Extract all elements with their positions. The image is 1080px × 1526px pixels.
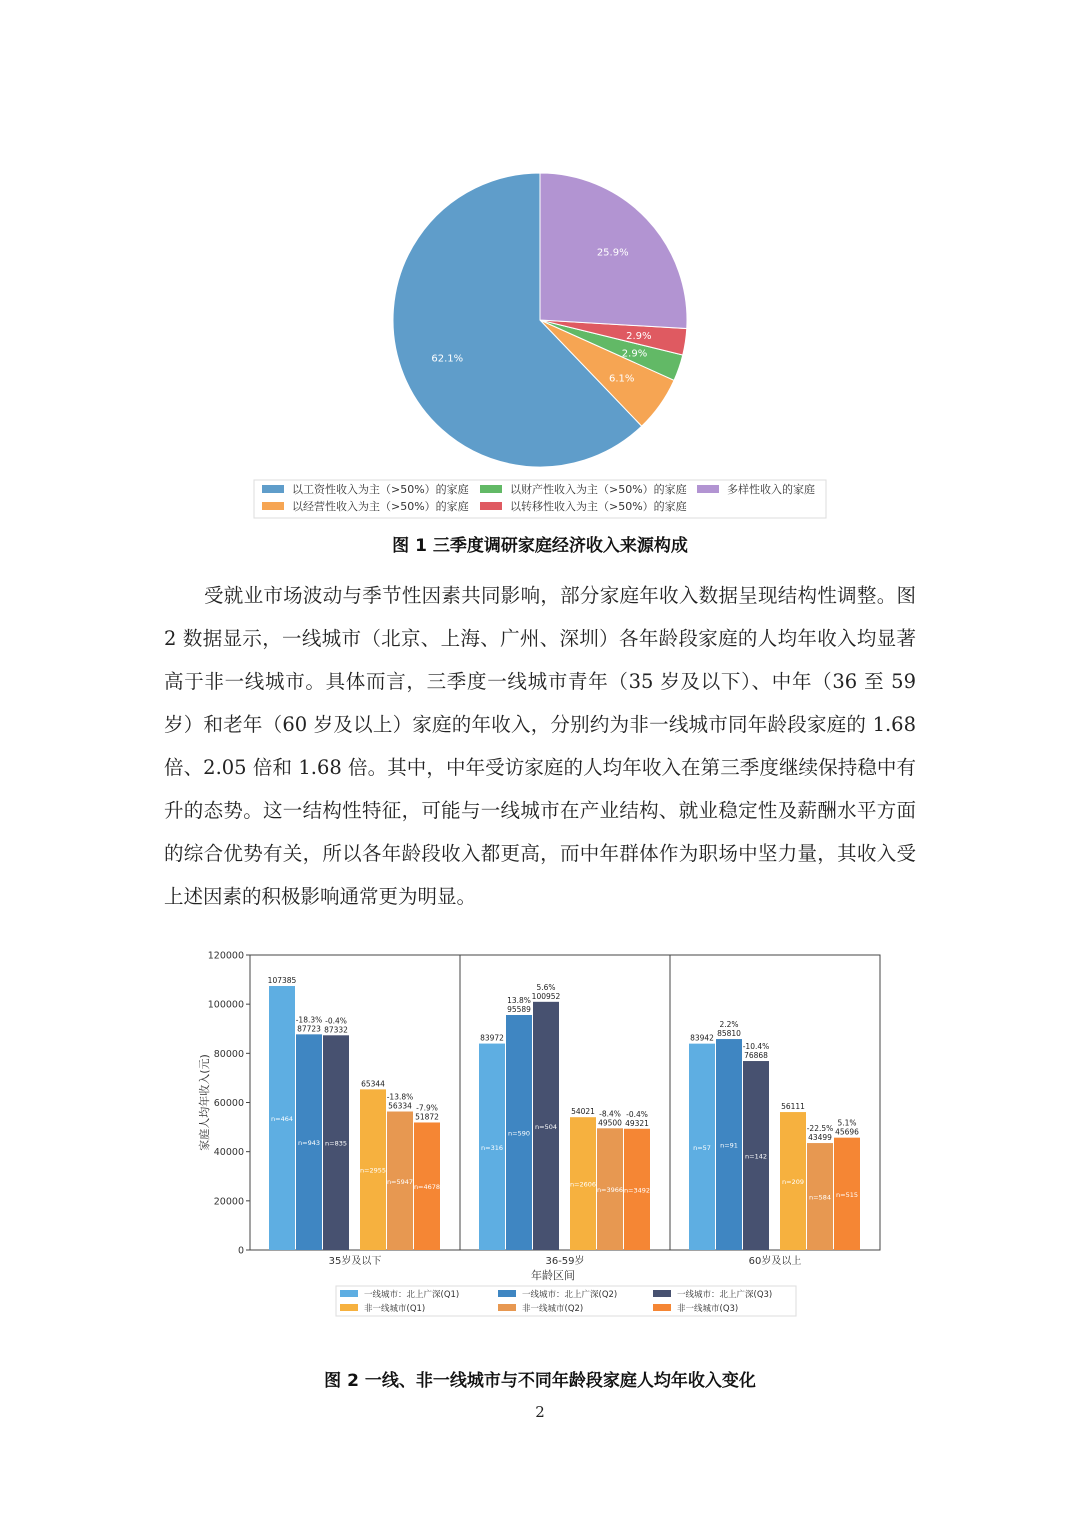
bar-sample-label: n=316 — [481, 1143, 503, 1152]
bar-change-label: 5.1% — [837, 1118, 857, 1128]
bar-sample-label: n=2955 — [359, 1166, 387, 1175]
bar-value-label: 43499 — [808, 1133, 832, 1143]
pie-legend-label: 以转移性收入为主（>50%）的家庭 — [510, 500, 687, 513]
pie-legend-label: 以财产性收入为主（>50%）的家庭 — [510, 483, 687, 496]
bar-sample-label: n=835 — [325, 1139, 347, 1148]
figure1-caption: 图 1 三季度调研家庭经济收入来源构成 — [392, 536, 688, 556]
y-tick-label: 40000 — [213, 1147, 244, 1159]
y-tick-label: 60000 — [213, 1098, 244, 1109]
bar-value-label: 76868 — [744, 1051, 768, 1061]
pie-slice-label: 6.1% — [608, 373, 635, 385]
pie-slice-label: 2.9% — [626, 330, 652, 342]
bar-value-label: 85810 — [717, 1029, 741, 1039]
bar-legend-swatch — [653, 1304, 671, 1311]
body-paragraph: 受就业市场波动与季节性因素共同影响，部分家庭年收入数据呈现结构性调整。图 2 数据显示，一线城市（北京、上海、广州、深圳）各年龄段家庭的人均年收入均显著高于非一线城市。具体而言，三季度一线城市青年（35 岁及以下）、中年（36 至 59 岁）和老年（60 岁及以上）家庭的年收入，分别约为非一线城市同年龄段家庭的 1.68 倍、2.05 倍和 1.68 倍。其中，中年受访家庭的人均年收入在第三季度继续保持稳中有升的态势。这一结构性特征，可能与一线城市在产业结构、就业稳定性及薪酬水平方面的综合优势有关，所以各年龄段收入都更高，而中年群体作为职场中坚力量，其收入受上述因素的积极影响通常更为明显。 — [164, 584, 916, 908]
bar-legend-swatch — [340, 1304, 358, 1311]
bar-sample-label: n=504 — [535, 1122, 557, 1131]
bar-change-label: -0.4% — [626, 1109, 648, 1119]
bar-change-label: -13.8% — [386, 1092, 414, 1102]
pie-legend-label: 多样性收入的家庭 — [727, 483, 815, 496]
bar-sample-label: n=91 — [720, 1141, 738, 1150]
bar-value-label: 54021 — [571, 1107, 595, 1117]
bar-value-label: 87723 — [297, 1024, 321, 1034]
bar-value-label: 65344 — [361, 1079, 385, 1089]
bar-sample-label: n=584 — [809, 1193, 831, 1202]
bar-value-label: 107385 — [267, 976, 297, 986]
pie-slice-label: 2.9% — [621, 348, 648, 360]
bar-sample-label: n=209 — [782, 1178, 804, 1187]
bar-value-label: 87332 — [324, 1025, 348, 1035]
bar-value-label: 83972 — [480, 1033, 504, 1043]
bar-sample-label: n=5947 — [386, 1177, 414, 1186]
bar-value-label: 83942 — [690, 1033, 714, 1043]
bar-sample-label: n=142 — [745, 1152, 767, 1161]
bar-legend-label: 非一线城市(Q1) — [364, 1304, 426, 1314]
pie-legend-label: 以经营性收入为主（>50%）的家庭 — [292, 500, 469, 513]
bar-legend-label: 非一线城市(Q3) — [677, 1304, 739, 1314]
bar-change-label: -0.4% — [325, 1016, 347, 1026]
x-tick-label: 60岁及以上 — [748, 1256, 802, 1267]
bar-change-label: -8.4% — [599, 1109, 621, 1119]
bar-value-label: 95589 — [507, 1005, 531, 1015]
bar-change-label: 5.6% — [536, 982, 556, 992]
y-tick-label: 80000 — [213, 1048, 244, 1060]
page-number: 2 — [535, 1403, 545, 1421]
bar-legend-label: 一线城市：北上广深(Q1) — [364, 1290, 460, 1300]
bar-value-label: 45696 — [835, 1127, 859, 1137]
bar-value-label: 49500 — [598, 1118, 622, 1128]
bar-value-label: 49321 — [625, 1118, 649, 1128]
x-axis-label: 年龄区间 — [531, 1269, 575, 1282]
bar-change-label: 2.2% — [719, 1020, 739, 1030]
y-axis-label: 家庭人均年收入(元) — [198, 1054, 211, 1151]
bar-value-label: 56111 — [781, 1102, 805, 1112]
bar-sample-label: n=3966 — [596, 1186, 624, 1195]
bar-sample-label: n=943 — [298, 1139, 320, 1148]
bar-legend-label: 一线城市：北上广深(Q3) — [677, 1290, 773, 1300]
y-tick-label: 20000 — [213, 1196, 244, 1208]
bar-sample-label: n=4678 — [413, 1183, 441, 1192]
pie-slice-label: 25.9% — [596, 247, 629, 259]
bar-value-label: 56334 — [388, 1101, 412, 1111]
bar-change-label: 13.8% — [507, 996, 531, 1006]
bar-legend-swatch — [340, 1290, 358, 1297]
bar-change-label: -10.4% — [742, 1042, 770, 1052]
bar-change-label: -7.9% — [416, 1103, 438, 1113]
bar-change-label: -18.3% — [295, 1015, 323, 1025]
pie-slice-label: 62.1% — [431, 353, 464, 365]
bar-legend-label: 非一线城市(Q2) — [522, 1304, 584, 1314]
bar-value-label: 51872 — [415, 1112, 439, 1122]
figure2-caption: 图 2 一线、非一线城市与不同年龄段家庭人均年收入变化 — [324, 1371, 756, 1391]
bar-sample-label: n=464 — [271, 1115, 293, 1124]
bar-legend-swatch — [498, 1290, 516, 1297]
bar-legend-swatch — [498, 1304, 516, 1311]
y-tick-label: 0 — [237, 1245, 244, 1257]
pie-legend-label: 以工资性收入为主（>50%）的家庭 — [292, 483, 469, 496]
x-tick-label: 36-59岁 — [545, 1256, 585, 1267]
y-tick-label: 100000 — [207, 999, 244, 1011]
bar-sample-label: n=3492 — [623, 1186, 651, 1195]
bar-legend-swatch — [653, 1290, 671, 1297]
x-tick-label: 35岁及以下 — [328, 1256, 382, 1267]
bar-sample-label: n=57 — [693, 1143, 711, 1152]
bar-change-label: -22.5% — [806, 1124, 834, 1134]
bar-value-label: 100952 — [531, 991, 561, 1001]
bar-legend-label: 一线城市：北上广深(Q2) — [522, 1290, 618, 1300]
y-tick-label: 120000 — [207, 950, 244, 962]
bar-sample-label: n=2606 — [569, 1180, 597, 1189]
bar-sample-label: n=515 — [836, 1190, 858, 1199]
bar-sample-label: n=590 — [508, 1129, 530, 1138]
